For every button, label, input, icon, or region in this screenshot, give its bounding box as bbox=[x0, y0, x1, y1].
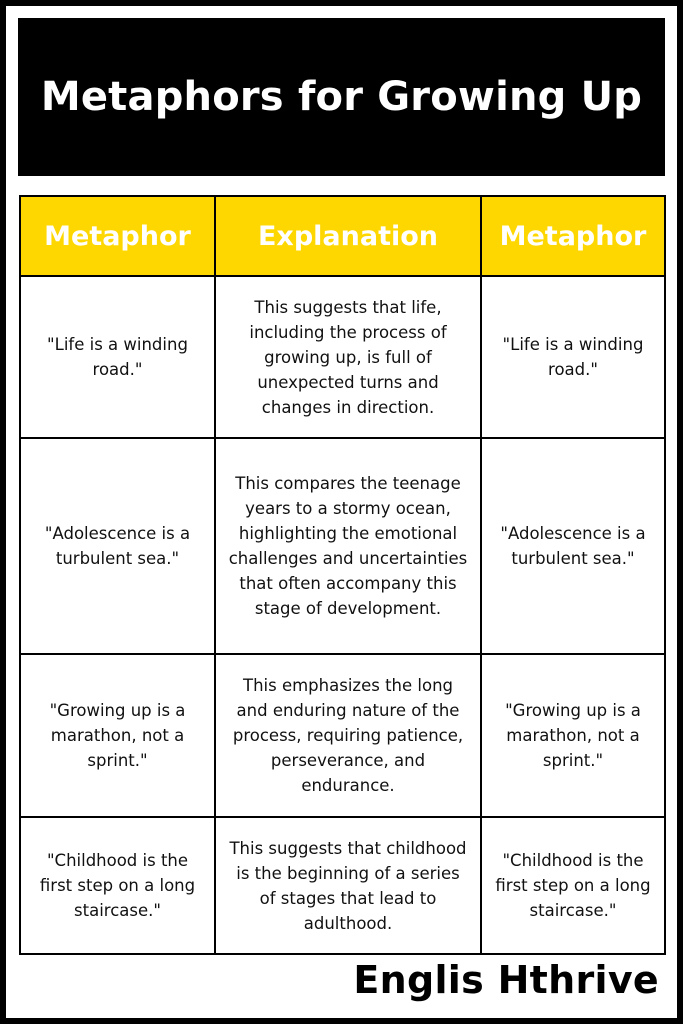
metaphors-table bbox=[19, 195, 666, 955]
metaphor-repeat-cell: "Growing up is a marathon, not a sprint." bbox=[481, 654, 665, 817]
metaphor-repeat-cell: "Life is a winding road." bbox=[481, 276, 665, 438]
table-row bbox=[20, 817, 665, 954]
explanation-cell: This emphasizes the long and enduring nature of the process, requiring patience, perseverance, and endurance. bbox=[215, 654, 481, 817]
table-row bbox=[20, 438, 665, 654]
metaphor-cell: "Childhood is the first step on a long staircase." bbox=[20, 817, 215, 954]
header-explanation: Explanation bbox=[215, 196, 481, 276]
metaphor-cell: "Life is a winding road." bbox=[20, 276, 215, 438]
metaphor-cell: "Growing up is a marathon, not a sprint." bbox=[20, 654, 215, 817]
page-title: Metaphors for Growing Up bbox=[40, 74, 643, 120]
table-header-row bbox=[20, 196, 665, 276]
metaphor-repeat-cell: "Childhood is the first step on a long staircase." bbox=[481, 817, 665, 954]
metaphor-cell: "Adolescence is a turbulent sea." bbox=[20, 438, 215, 654]
title-banner bbox=[18, 18, 665, 176]
explanation-cell: This suggests that childhood is the beginning of a series of stages that lead to adulthood. bbox=[215, 817, 481, 954]
metaphor-repeat-cell: "Adolescence is a turbulent sea." bbox=[481, 438, 665, 654]
header-metaphor-repeat: Metaphor bbox=[481, 196, 665, 276]
explanation-cell: This compares the teenage years to a stormy ocean, highlighting the emotional challenges and uncertainties that often accompany this stage of development. bbox=[215, 438, 481, 654]
page bbox=[6, 6, 677, 1018]
table-row bbox=[20, 654, 665, 817]
table-row bbox=[20, 276, 665, 438]
brand-footer: Englis Hthrive bbox=[353, 958, 659, 1002]
explanation-cell: This suggests that life, including the process of growing up, is full of unexpected turns and changes in direction. bbox=[215, 276, 481, 438]
header-metaphor: Metaphor bbox=[20, 196, 215, 276]
